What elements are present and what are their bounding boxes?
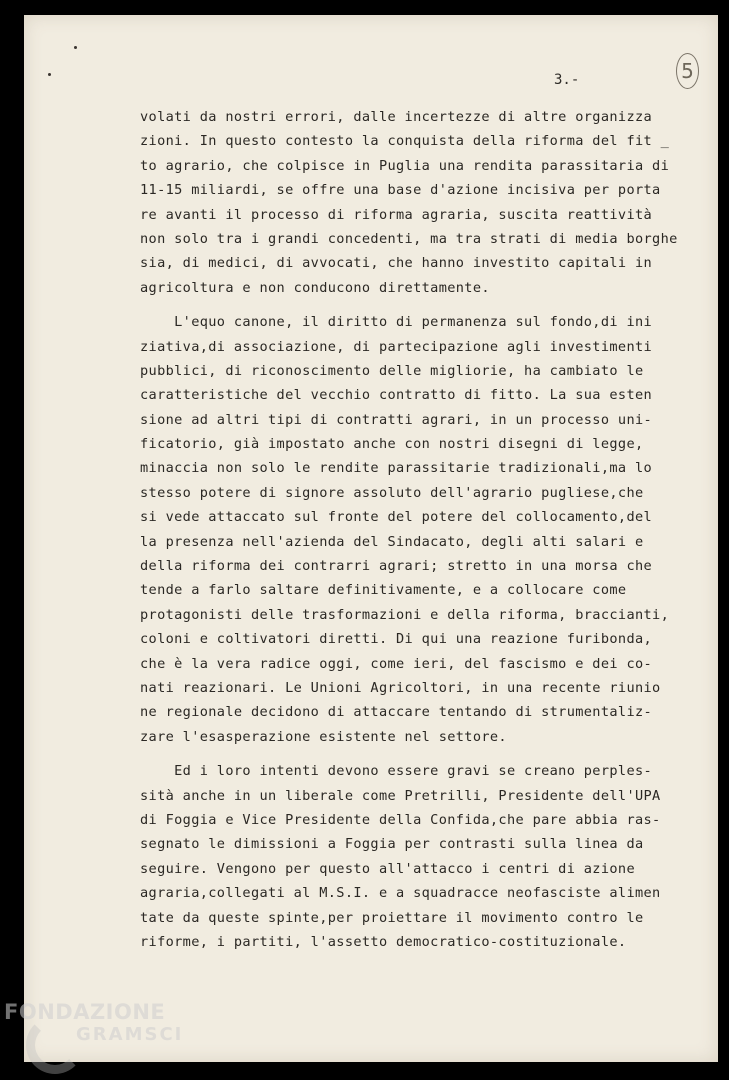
- text-line: sia, di medici, di avvocati, che hanno investito capitali in: [140, 255, 653, 272]
- text-line: ziativa,di associazione, di partecipazione agli investimenti: [140, 338, 653, 355]
- text-line: caratteristiche del vecchio contratto di fitto. La sua esten: [140, 387, 653, 404]
- text-line: la presenza nell'azienda del Sindacato, degli alti salari e: [140, 533, 644, 550]
- text-line: segnato le dimissioni a Foggia per contrasti sulla linea da: [140, 836, 644, 853]
- text-line: re avanti il processo di riforma agraria, suscita reattività: [140, 206, 653, 223]
- watermark-line-2: GRAMSCI: [76, 1024, 184, 1045]
- text-line: agricoltura e non conducono direttamente.: [140, 279, 490, 296]
- text-line: non solo tra i grandi concedenti, ma tra strati di media borghe: [140, 230, 678, 247]
- text-line: pubblici, di riconoscimento delle migliorie, ha cambiato le: [140, 362, 644, 379]
- text-line: nati reazionari. Le Unioni Agricoltori, in una recente riunio: [140, 679, 661, 696]
- text-line: coloni e coltivatori diretti. Di qui una reazione furibonda,: [140, 631, 653, 648]
- text-line: protagonisti delle trasformazioni e della riforma, braccianti,: [140, 606, 670, 623]
- punch-mark-top: [74, 46, 77, 49]
- page-number: 3.-: [554, 72, 580, 88]
- text-line: della riforma dei contrarri agrari; stretto in una morsa che: [140, 558, 653, 575]
- text-line: si vede attaccato sul fronte del potere del collocamento,del: [140, 509, 653, 526]
- paragraph-1: [140, 105, 678, 300]
- document-page: [24, 15, 718, 1062]
- text-line: ne regionale decidono di attaccare tentando di strumentaliz-: [140, 704, 653, 721]
- text-line: volati da nostri errori, dalle incertezze di altre organizza: [140, 109, 653, 125]
- text-line: sione ad altri tipi di contratti agrari, in un processo uni-: [140, 411, 653, 428]
- text-line: che è la vera radice oggi, come ieri, del fascismo e dei co-: [140, 655, 653, 672]
- body-text: [140, 105, 678, 954]
- text-line: riforme, i partiti, l'assetto democratico-costituzionale.: [140, 933, 627, 950]
- text-line: di Foggia e Vice Presidente della Confida,che pare abbia ras-: [140, 811, 661, 828]
- text-line: zioni. In questo contesto la conquista della riforma del fit _: [140, 133, 670, 150]
- text-line: zare l'esasperazione esistente nel settore.: [140, 728, 507, 745]
- archive-page-mark: 5: [676, 53, 699, 89]
- punch-mark-margin: [48, 73, 51, 76]
- text-line: L'equo canone, il diritto di permanenza sul fondo,di ini: [140, 314, 653, 331]
- watermark-logo: [4, 1000, 194, 1070]
- text-line: tende a farlo saltare definitivamente, e a collocare come: [140, 582, 627, 599]
- paragraph-3: [140, 759, 661, 954]
- text-line: seguire. Vengono per questo all'attacco i centri di azione: [140, 860, 635, 877]
- text-line: minaccia non solo le rendite parassitarie tradizionali,ma lo: [140, 460, 653, 477]
- text-line: stesso potere di signore assoluto dell'agrario pugliese,che: [140, 484, 644, 501]
- text-line: Ed i loro intenti devono essere gravi se creano perples-: [140, 763, 653, 780]
- text-line: ficatorio, già impostato anche con nostri disegni di legge,: [140, 436, 644, 453]
- text-line: agraria,collegati al M.S.I. e a squadracce neofasciste alimen: [140, 885, 661, 902]
- watermark-line-1: FONDAZIONE: [4, 1000, 166, 1024]
- text-line: tate da queste spinte,per proiettare il movimento contro le: [140, 909, 644, 926]
- text-line: to agrario, che colpisce in Puglia una rendita parassitaria di: [140, 157, 670, 174]
- text-line: 11-15 miliardi, se offre una base d'azione incisiva per porta: [140, 182, 661, 199]
- text-line: sità anche in un liberale come Pretrilli, Presidente dell'UPA: [140, 787, 661, 804]
- paragraph-2: [140, 310, 670, 749]
